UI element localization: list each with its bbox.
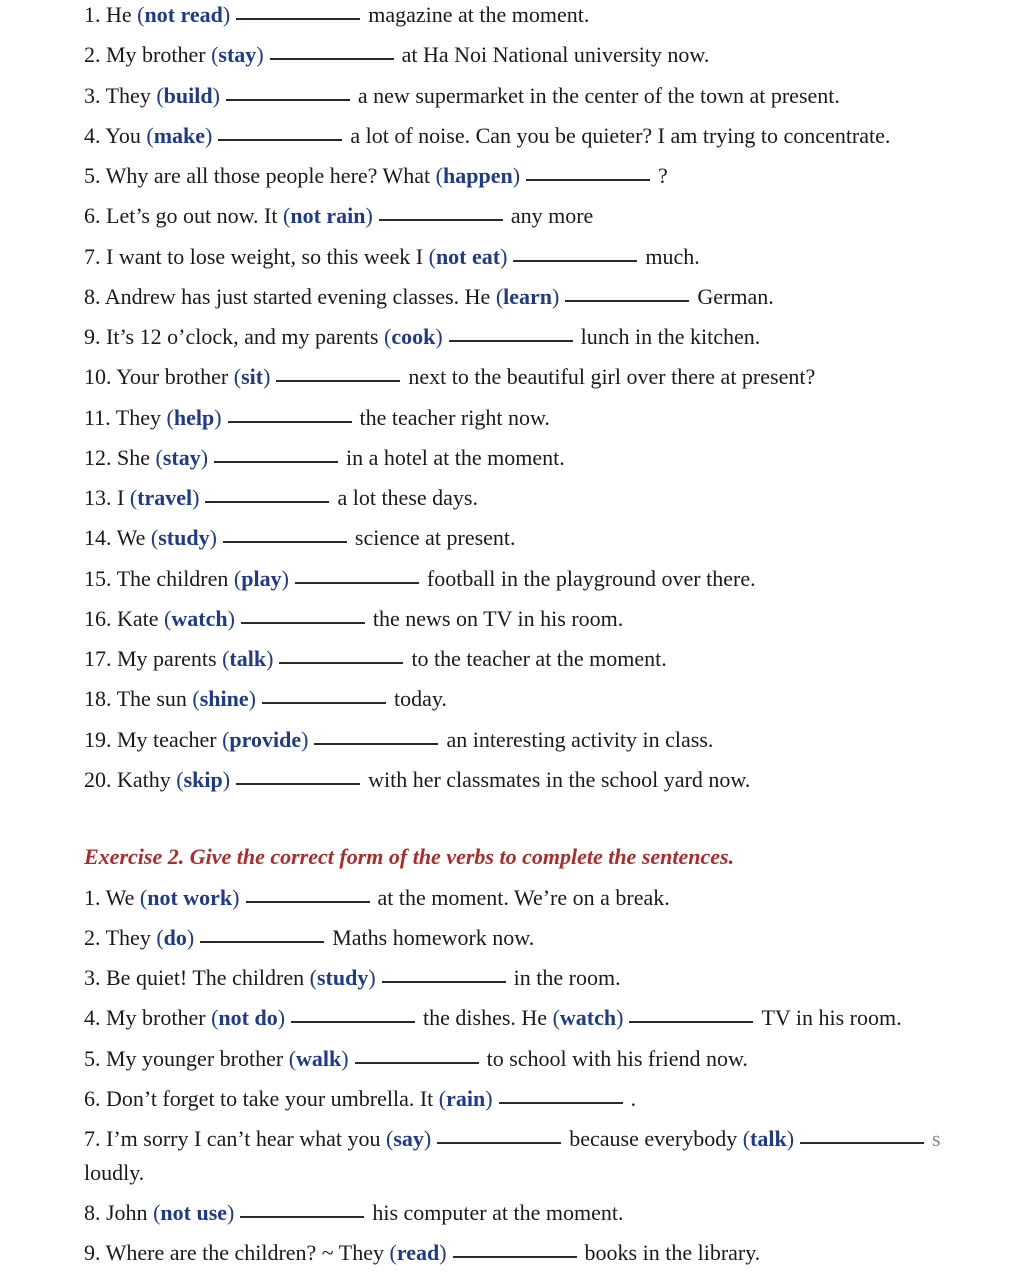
item-text-start: Don’t forget to take your umbrella. It bbox=[106, 1086, 439, 1111]
verb-prompt: cook bbox=[391, 324, 436, 349]
verb-prompt: sit bbox=[241, 364, 264, 389]
paren-open: ( bbox=[146, 123, 154, 148]
paren-open: ( bbox=[389, 1240, 397, 1265]
answer-blank[interactable] bbox=[236, 783, 360, 785]
item-number: 7. bbox=[84, 1126, 106, 1151]
item-number: 10. bbox=[84, 364, 117, 389]
answer-blank[interactable] bbox=[262, 702, 386, 704]
paren-open: ( bbox=[211, 1005, 219, 1030]
verb-prompt: help bbox=[173, 405, 215, 430]
verb-prompt: do bbox=[163, 925, 187, 950]
item-text-start: They bbox=[115, 405, 167, 430]
item-text-end: at Ha Noi National university now. bbox=[401, 42, 710, 67]
item-text-start: We bbox=[116, 525, 151, 550]
item-text-start: He bbox=[106, 2, 138, 27]
item-text-end: . bbox=[630, 1086, 637, 1111]
verb-prompt: study bbox=[316, 965, 369, 990]
paren-close: ) bbox=[277, 1005, 286, 1030]
paren-open: ( bbox=[552, 1005, 560, 1030]
answer-blank[interactable] bbox=[295, 582, 419, 584]
item-text-start: I bbox=[117, 485, 130, 510]
item-text-start: My brother bbox=[106, 42, 212, 67]
item-text-end: books in the library. bbox=[584, 1240, 761, 1265]
paren-open: ( bbox=[435, 163, 443, 188]
item-text-start: My younger brother bbox=[106, 1046, 289, 1071]
verb-prompt: say bbox=[393, 1126, 424, 1151]
paren-close: ) bbox=[616, 1005, 624, 1030]
answer-blank[interactable] bbox=[214, 461, 338, 463]
item-text-end: much. bbox=[645, 244, 700, 269]
paren-open: ( bbox=[742, 1126, 751, 1151]
item-number: 15. bbox=[84, 566, 117, 591]
paren-close: ) bbox=[485, 1086, 493, 1111]
item-number: 2. bbox=[84, 42, 106, 67]
item-continuation: loudly. bbox=[84, 1160, 145, 1185]
paren-open: ( bbox=[137, 2, 145, 27]
answer-blank[interactable] bbox=[270, 58, 394, 60]
answer-blank[interactable] bbox=[200, 941, 324, 943]
answer-blank[interactable] bbox=[228, 421, 352, 423]
item-number: 9. bbox=[84, 324, 106, 349]
item-number: 5. bbox=[84, 163, 106, 188]
answer-blank[interactable] bbox=[355, 1062, 479, 1064]
answer-blank[interactable] bbox=[526, 179, 650, 181]
paren-open: ( bbox=[222, 646, 230, 671]
exercise-item bbox=[84, 244, 700, 270]
paren-open: ( bbox=[156, 83, 164, 108]
verb-prompt: provide bbox=[229, 727, 302, 752]
exercise-item bbox=[84, 606, 623, 632]
item-text-start: They bbox=[105, 83, 157, 108]
verb-prompt: watch bbox=[171, 606, 228, 631]
item-text-end: an interesting activity in class. bbox=[446, 727, 714, 752]
item-number: 12. bbox=[84, 445, 117, 470]
exercise-item bbox=[84, 925, 534, 951]
paren-close: ) bbox=[786, 1126, 795, 1151]
exercise-item bbox=[84, 1086, 636, 1112]
exercise-item bbox=[84, 1200, 623, 1226]
item-text-start: Your brother bbox=[116, 364, 234, 389]
answer-blank[interactable] bbox=[382, 981, 506, 983]
item-number: 8. bbox=[84, 1200, 106, 1225]
exercise-item bbox=[84, 686, 447, 712]
item-text-end: science at present. bbox=[354, 525, 516, 550]
paren-open: ( bbox=[288, 1046, 297, 1071]
item-text-start: Kathy bbox=[117, 767, 177, 792]
answer-blank[interactable] bbox=[800, 1142, 924, 1144]
answer-blank[interactable] bbox=[314, 743, 438, 745]
item-number: 20. bbox=[84, 767, 117, 792]
item-text-end: the news on TV in his room. bbox=[372, 606, 624, 631]
item-text-start: It’s 12 o’clock, and my parents bbox=[106, 324, 384, 349]
verb-prompt: talk bbox=[229, 646, 267, 671]
paren-open: ( bbox=[166, 405, 174, 430]
item-text-end: TV in his room. bbox=[761, 1005, 902, 1030]
exercise-item bbox=[84, 485, 478, 511]
paren-open: ( bbox=[139, 885, 148, 910]
exercise-item bbox=[84, 163, 668, 189]
paren-close: ) bbox=[439, 1240, 447, 1265]
answer-blank[interactable] bbox=[236, 18, 360, 20]
item-text-end: with her classmates in the school yard now. bbox=[368, 767, 751, 792]
verb-prompt: talk bbox=[750, 1126, 787, 1151]
item-text-start: Let’s go out now. It bbox=[106, 203, 283, 228]
paren-open: ( bbox=[309, 965, 317, 990]
item-number: 16. bbox=[84, 606, 117, 631]
answer-blank[interactable] bbox=[240, 1216, 364, 1218]
answer-blank[interactable] bbox=[276, 380, 400, 382]
item-number: 13. bbox=[84, 485, 117, 510]
item-number: 8. bbox=[84, 284, 105, 309]
item-text-end: lunch in the kitchen. bbox=[580, 324, 761, 349]
item-text-middle: because everybody bbox=[569, 1126, 743, 1151]
item-number: 5. bbox=[84, 1046, 106, 1071]
paren-close: ) bbox=[368, 965, 376, 990]
item-text-start: I’m sorry I can’t hear what you bbox=[106, 1126, 386, 1151]
item-text-start: Kate bbox=[117, 606, 165, 631]
item-text-end: any more bbox=[510, 203, 594, 228]
answer-blank[interactable] bbox=[241, 622, 365, 624]
answer-blank[interactable] bbox=[223, 541, 347, 543]
verb-prompt: rain bbox=[446, 1086, 486, 1111]
paren-open: ( bbox=[222, 727, 230, 752]
paren-open: ( bbox=[438, 1086, 447, 1111]
exercise-item bbox=[84, 885, 670, 911]
item-text-end: in a hotel at the moment. bbox=[346, 445, 565, 470]
answer-blank[interactable] bbox=[449, 340, 573, 342]
exercise-item bbox=[84, 1005, 902, 1031]
item-number: 2. bbox=[84, 925, 106, 950]
answer-blank[interactable] bbox=[453, 1256, 577, 1258]
answer-blank[interactable] bbox=[499, 1102, 623, 1104]
item-text-start: Where are the children? ~ They bbox=[105, 1240, 390, 1265]
item-text-start: Why are all those people here? What bbox=[105, 163, 436, 188]
verb-prompt: shine bbox=[199, 686, 249, 711]
item-number: 6. bbox=[84, 1086, 106, 1111]
verb-prompt: not use bbox=[160, 1200, 228, 1225]
paren-open: ( bbox=[129, 485, 138, 510]
item-number: 4. bbox=[84, 1005, 106, 1030]
paren-open: ( bbox=[384, 324, 392, 349]
answer-blank[interactable] bbox=[246, 901, 370, 903]
exercise-item bbox=[84, 2, 589, 28]
item-text-start: Andrew has just started evening classes. He bbox=[104, 284, 496, 309]
item-text-start: They bbox=[105, 925, 157, 950]
paren-close: ) bbox=[552, 284, 560, 309]
verb-prompt: make bbox=[153, 123, 206, 148]
paren-open: ( bbox=[428, 244, 436, 269]
paren-close: ) bbox=[214, 405, 222, 430]
item-text-end: Maths homework now. bbox=[332, 925, 535, 950]
item-text-start: The children bbox=[116, 566, 234, 591]
exercise-item bbox=[84, 123, 890, 149]
paren-open: ( bbox=[233, 566, 242, 591]
exercise-item bbox=[84, 1046, 748, 1072]
answer-blank[interactable] bbox=[205, 501, 329, 503]
paren-close: ) bbox=[281, 566, 289, 591]
exercise-item bbox=[84, 1126, 941, 1152]
exercise-2-title: Exercise 2. Give the correct form of the verbs to complete the sentences. bbox=[84, 844, 735, 869]
exercise-item bbox=[84, 566, 756, 592]
paren-close: ) bbox=[266, 646, 274, 671]
item-text-end: to school with his friend now. bbox=[486, 1046, 748, 1071]
item-text-end: today. bbox=[393, 686, 447, 711]
verb-prompt: happen bbox=[443, 163, 513, 188]
item-text-end: magazine at the moment. bbox=[368, 2, 590, 27]
item-text-end: at the moment. We’re on a break. bbox=[377, 885, 670, 910]
paren-close: ) bbox=[341, 1046, 349, 1071]
exercise-item bbox=[84, 284, 774, 310]
paren-close: ) bbox=[212, 83, 220, 108]
paren-open: ( bbox=[153, 1200, 161, 1225]
answer-blank[interactable] bbox=[513, 260, 637, 262]
paren-open: ( bbox=[233, 364, 242, 389]
paren-open: ( bbox=[155, 445, 163, 470]
exercise-item bbox=[84, 1240, 760, 1266]
item-number: 18. bbox=[84, 686, 117, 711]
item-text-start: I want to lose weight, so this week I bbox=[106, 244, 429, 269]
answer-blank[interactable] bbox=[279, 662, 403, 664]
item-text-start: My brother bbox=[106, 1005, 212, 1030]
exercise-item bbox=[84, 767, 750, 793]
item-number: 11. bbox=[84, 405, 116, 430]
item-text-end: a lot these days. bbox=[337, 485, 478, 510]
paren-open: ( bbox=[495, 284, 504, 309]
item-text-start: John bbox=[106, 1200, 154, 1225]
item-number: 7. bbox=[84, 244, 106, 269]
item-text-start: The sun bbox=[116, 686, 193, 711]
answer-blank[interactable] bbox=[218, 139, 342, 141]
item-number: 4. bbox=[84, 123, 106, 148]
exercise-item bbox=[84, 965, 621, 991]
answer-blank[interactable] bbox=[437, 1142, 561, 1144]
paren-close: ) bbox=[205, 123, 213, 148]
paren-close: ) bbox=[227, 1200, 235, 1225]
paren-close: ) bbox=[365, 203, 373, 228]
answer-blank[interactable] bbox=[565, 300, 689, 302]
item-number: 9. bbox=[84, 1240, 106, 1265]
verb-prompt: not rain bbox=[290, 203, 366, 228]
exercise-item bbox=[84, 525, 516, 551]
paren-close: ) bbox=[435, 324, 443, 349]
item-text-end: a lot of noise. Can you be quieter? I am trying to concentrate. bbox=[350, 123, 891, 148]
paren-close: ) bbox=[256, 42, 264, 67]
paren-close: ) bbox=[500, 244, 508, 269]
item-text-start: We bbox=[105, 885, 140, 910]
item-text-end: his computer at the moment. bbox=[372, 1200, 624, 1225]
paren-open: ( bbox=[211, 42, 219, 67]
paren-close: ) bbox=[263, 364, 271, 389]
exercise-item bbox=[84, 42, 709, 68]
verb-prompt: play bbox=[241, 566, 282, 591]
paren-close: ) bbox=[222, 2, 231, 27]
item-number: 6. bbox=[84, 203, 106, 228]
verb-prompt: walk bbox=[296, 1046, 342, 1071]
verb-prompt: read bbox=[396, 1240, 440, 1265]
answer-blank[interactable] bbox=[629, 1021, 753, 1023]
verb-prompt: learn bbox=[503, 284, 553, 309]
paren-open: ( bbox=[283, 203, 291, 228]
verb-prompt: not do bbox=[218, 1005, 278, 1030]
verb-prompt: build bbox=[163, 83, 213, 108]
item-number: 17. bbox=[84, 646, 117, 671]
item-number: 14. bbox=[84, 525, 117, 550]
item-number: 3. bbox=[84, 83, 106, 108]
paren-close: ) bbox=[232, 885, 240, 910]
paren-close: ) bbox=[186, 925, 195, 950]
item-text-end: to the teacher at the moment. bbox=[411, 646, 667, 671]
paren-open: ( bbox=[156, 925, 164, 950]
paren-close: ) bbox=[227, 606, 235, 631]
exercise-item bbox=[84, 445, 565, 471]
verb-prompt: skip bbox=[183, 767, 223, 792]
exercise-item bbox=[84, 727, 713, 753]
verb-prompt: stay bbox=[218, 42, 257, 67]
item-text-end: German. bbox=[697, 284, 774, 309]
item-text-end: a new supermarket in the center of the town at present. bbox=[357, 83, 840, 108]
item-text-end: the teacher right now. bbox=[359, 405, 550, 430]
item-number: 19. bbox=[84, 727, 117, 752]
exercise-item bbox=[84, 646, 667, 672]
exercise-item bbox=[84, 324, 760, 350]
exercise-item bbox=[84, 83, 840, 109]
verb-prompt: not work bbox=[147, 885, 233, 910]
item-text-start: My parents bbox=[117, 646, 223, 671]
paren-close: ) bbox=[248, 686, 256, 711]
verb-prompt: stay bbox=[162, 445, 201, 470]
paren-open: ( bbox=[386, 1126, 394, 1151]
exercise-item bbox=[84, 203, 593, 229]
paren-close: ) bbox=[512, 163, 521, 188]
paren-close: ) bbox=[192, 485, 200, 510]
paren-close: ) bbox=[209, 525, 217, 550]
paren-close: ) bbox=[200, 445, 209, 470]
verb-prompt: study bbox=[158, 525, 210, 550]
item-text-start: My teacher bbox=[117, 727, 223, 752]
item-text-end: next to the beautiful girl over there at present? bbox=[408, 364, 816, 389]
exercise-item bbox=[84, 405, 550, 431]
item-text-end: ? bbox=[658, 163, 668, 188]
paren-open: ( bbox=[192, 686, 200, 711]
verb-prompt: travel bbox=[137, 485, 193, 510]
item-text-end: s bbox=[932, 1126, 941, 1151]
answer-blank[interactable] bbox=[226, 99, 350, 101]
verb-prompt: not read bbox=[144, 2, 223, 27]
item-text-middle: the dishes. He bbox=[423, 1005, 553, 1030]
item-text-end: in the room. bbox=[513, 965, 621, 990]
item-text-start: Be quiet! The children bbox=[106, 965, 310, 990]
item-text-end: football in the playground over there. bbox=[426, 566, 756, 591]
paren-open: ( bbox=[150, 525, 159, 550]
item-number: 3. bbox=[84, 965, 106, 990]
item-number: 1. bbox=[84, 2, 106, 27]
paren-open: ( bbox=[164, 606, 172, 631]
paren-close: ) bbox=[301, 727, 309, 752]
answer-blank[interactable] bbox=[379, 219, 503, 221]
paren-close: ) bbox=[423, 1126, 432, 1151]
verb-prompt: not eat bbox=[435, 244, 501, 269]
item-text-start: You bbox=[105, 123, 147, 148]
item-text-start: She bbox=[117, 445, 156, 470]
answer-blank[interactable] bbox=[291, 1021, 415, 1023]
exercise-item bbox=[84, 364, 815, 390]
item-number: 1. bbox=[84, 885, 106, 910]
paren-close: ) bbox=[222, 767, 231, 792]
paren-open: ( bbox=[176, 767, 184, 792]
verb-prompt: watch bbox=[559, 1005, 617, 1030]
